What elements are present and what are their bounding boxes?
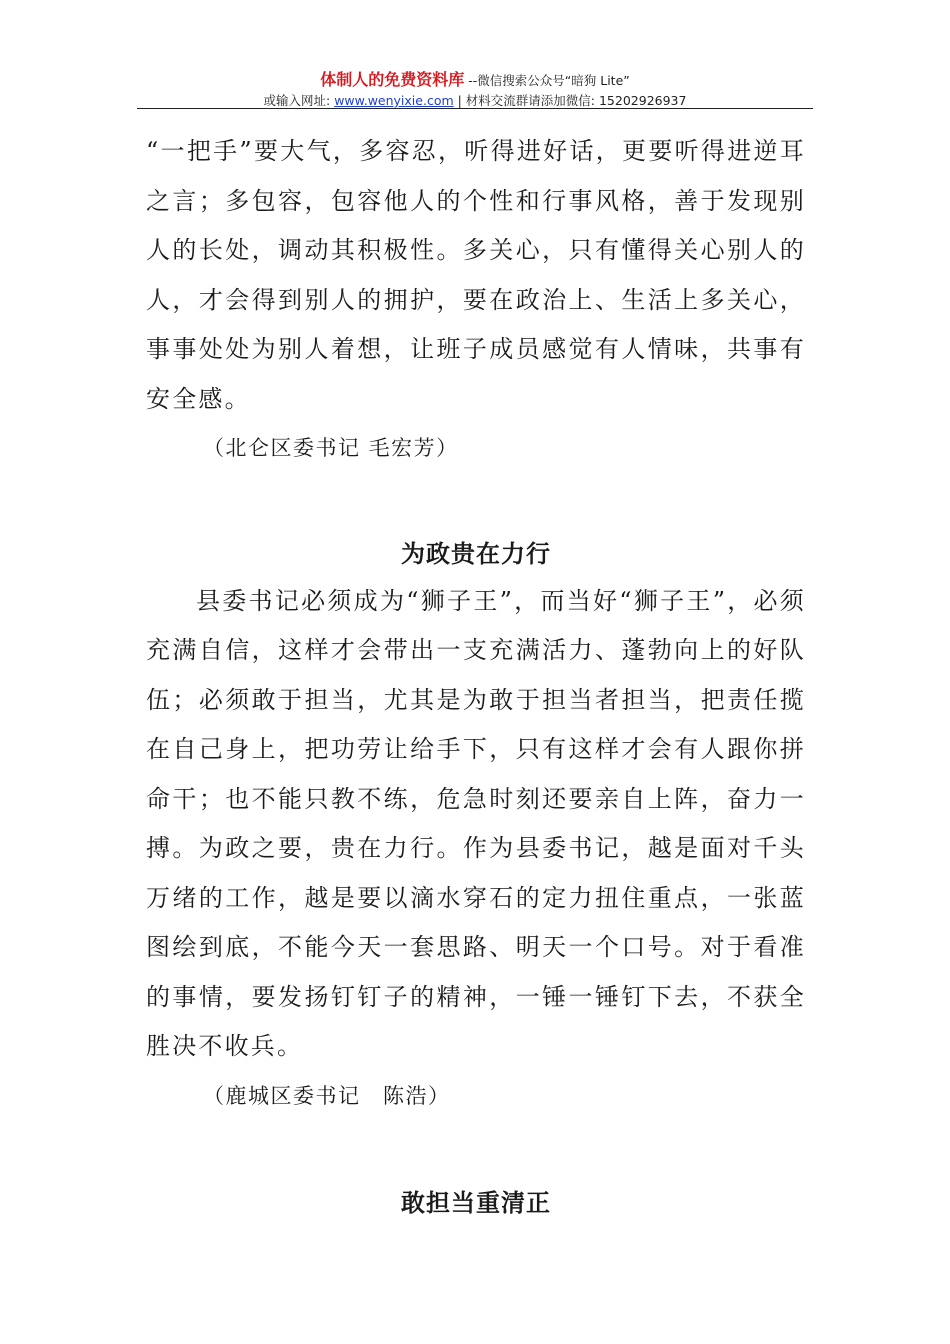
attribution-2: （鹿城区委书记 陈浩） xyxy=(203,1083,451,1108)
site-title: 体制人的免费资料库 xyxy=(320,70,465,89)
page-header xyxy=(0,70,950,110)
contact-info: | 材料交流群请添加微信: 15202926937 xyxy=(453,93,687,108)
wechat-note: --微信搜索公众号“暗狗 Lite” xyxy=(464,73,630,88)
section-title-1: 为政贵在力行 xyxy=(401,539,551,568)
header-divider xyxy=(137,108,813,109)
header-title-line xyxy=(0,70,950,91)
url-prefix: 或输入网址: xyxy=(263,93,335,108)
document-body xyxy=(146,127,806,1223)
attribution-1: （北仑区委书记 毛宏芳） xyxy=(203,436,459,460)
body-paragraph-2: 县委书记必须成为“狮子王”，而当好“狮子王”，必须充满自信，这样才会带出一支充满活力、蓬勃向上的好队伍；必须敢于担当，尤其是为敢于担当者担当，把责任揽在自己身上，把功劳让给手下，只有这样才会有人跟你拼命干；也不能只教不练，危急时刻还要亲自上阵，奋力一搏。为政之要，贵在力行。作为县委书记，越是面对千头万绪的工作，越是要以滴水穿石的定力扭住重点，一张蓝图绘到底，不能今天一套思路、明天一个口号。对于看准的事情，要发扬钉钉子的精神，一锤一锤钉下去，不获全胜决不收兵。 xyxy=(146,586,806,1060)
body-paragraph-1: “一把手”要大气，多容忍，听得进好话，更要听得进逆耳之言；多包容，包容他人的个性和行事风格，善于发现别人的长处，调动其积极性。多关心，只有懂得关心别人的人，才会得到别人的拥护，要在政治上、生活上多关心，事事处处为别人着想，让班子成员感觉有人情味，共事有安全感。 xyxy=(146,137,806,413)
site-url-link[interactable]: www.wenyixie.com xyxy=(334,93,454,108)
section-title-2: 敢担当重清正 xyxy=(401,1189,551,1217)
